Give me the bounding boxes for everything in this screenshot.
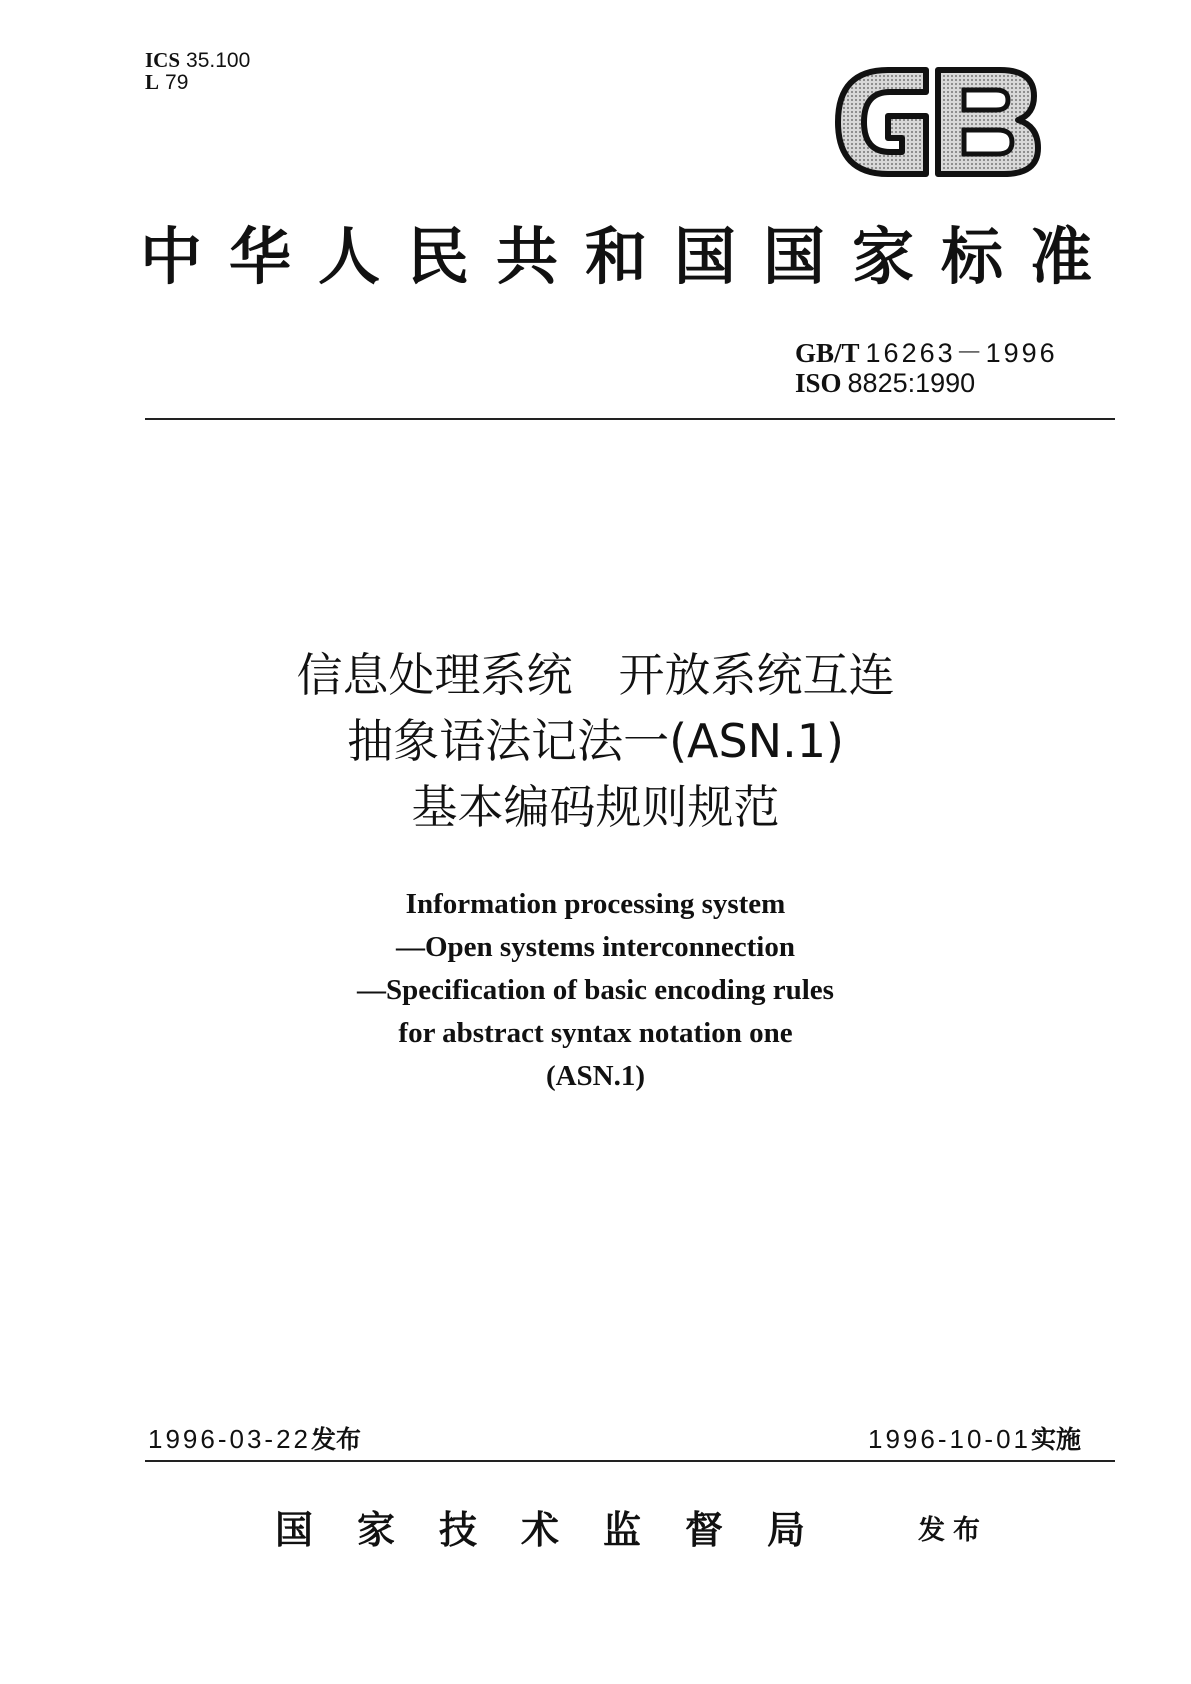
title-en-line-4: for abstract syntax notation one	[398, 1017, 793, 1049]
iso-standard-number	[795, 368, 975, 398]
title-cn-line-1: 信息处理系统 开放系统互连	[296, 648, 895, 702]
gb-prefix: GB/T	[795, 338, 860, 368]
footer-divider	[145, 1460, 1115, 1462]
ccs-label: L	[145, 70, 160, 94]
issue-date: 1996-03-22	[148, 1424, 311, 1454]
ccs-code	[145, 70, 188, 95]
gb-logo	[830, 62, 1045, 182]
title-en-line-1: Information processing system	[405, 888, 786, 920]
issuing-authority: 国家技术监督局	[275, 1507, 850, 1552]
title-cn-line-2: 抽象语法记法一(ASN.1)	[347, 714, 844, 768]
iso-prefix: ISO	[795, 368, 842, 398]
title-cn-line-3: 基本编码规则规范	[411, 780, 780, 834]
ics-value: 35.100	[186, 49, 251, 72]
issue-word: 发布	[311, 1425, 362, 1454]
title-en-line-2: —Open systems interconnection	[395, 931, 795, 963]
ccs-value: 79	[165, 71, 189, 94]
title-en-line-5: (ASN.1)	[545, 1060, 646, 1092]
ics-label: ICS	[145, 48, 181, 72]
effective-word: 实施	[1031, 1425, 1082, 1454]
header-divider	[145, 418, 1115, 420]
issuer-action: 发布	[918, 1515, 988, 1546]
gb-number: 16263－1996	[865, 338, 1058, 368]
issue-date-block	[148, 1424, 361, 1455]
title-en-line-3: —Specification of basic encoding rules	[357, 974, 834, 1006]
iso-number: 8825:1990	[847, 368, 976, 398]
effective-date-block	[868, 1424, 1081, 1455]
gb-standard-number	[795, 338, 1058, 368]
effective-date: 1996-10-01	[868, 1424, 1031, 1454]
national-standard-heading: 中华人民共和国国家标准	[140, 220, 1120, 293]
